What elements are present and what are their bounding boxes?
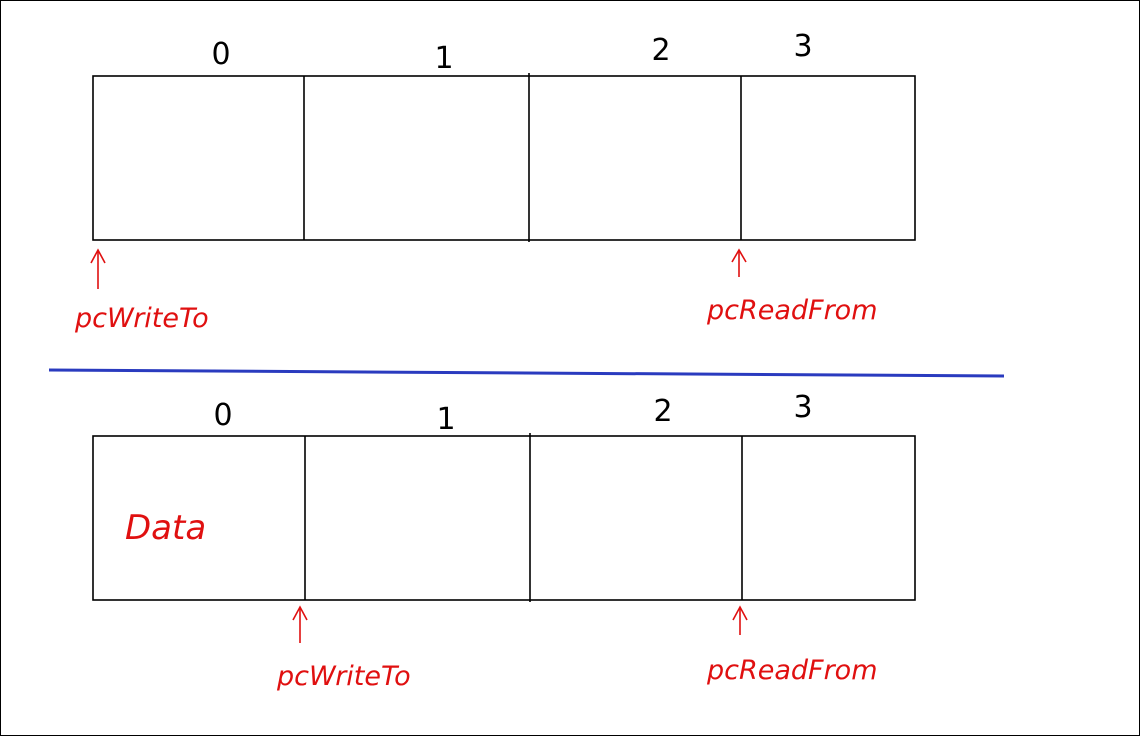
- bottom-write-label: pcWriteTo: [277, 661, 411, 692]
- section-separator: [49, 370, 1004, 376]
- top-read-label: pcReadFrom: [707, 295, 878, 326]
- top-buffer-outline: [93, 76, 915, 240]
- bottom-index-2: 2: [653, 394, 673, 429]
- top-read-pointer: [706, 250, 878, 326]
- bottom-cell-0-content: Data: [125, 508, 207, 548]
- bottom-buffer: [93, 390, 915, 692]
- bottom-index-3: 3: [793, 390, 813, 425]
- bottom-index-0: 0: [213, 398, 233, 433]
- ring-buffer-diagram: [1, 1, 1139, 735]
- bottom-read-pointer: [706, 607, 878, 686]
- top-index-1: 1: [434, 41, 454, 76]
- bottom-write-pointer: [276, 607, 411, 692]
- top-index-3: 3: [793, 29, 813, 64]
- top-buffer: [74, 29, 915, 334]
- top-index-2: 2: [651, 33, 671, 68]
- top-write-pointer: [74, 250, 209, 334]
- bottom-index-1: 1: [436, 402, 456, 437]
- top-write-label: pcWriteTo: [75, 303, 209, 334]
- bottom-buffer-outline: [93, 436, 915, 600]
- bottom-read-label: pcReadFrom: [707, 655, 878, 686]
- top-index-0: 0: [211, 37, 231, 72]
